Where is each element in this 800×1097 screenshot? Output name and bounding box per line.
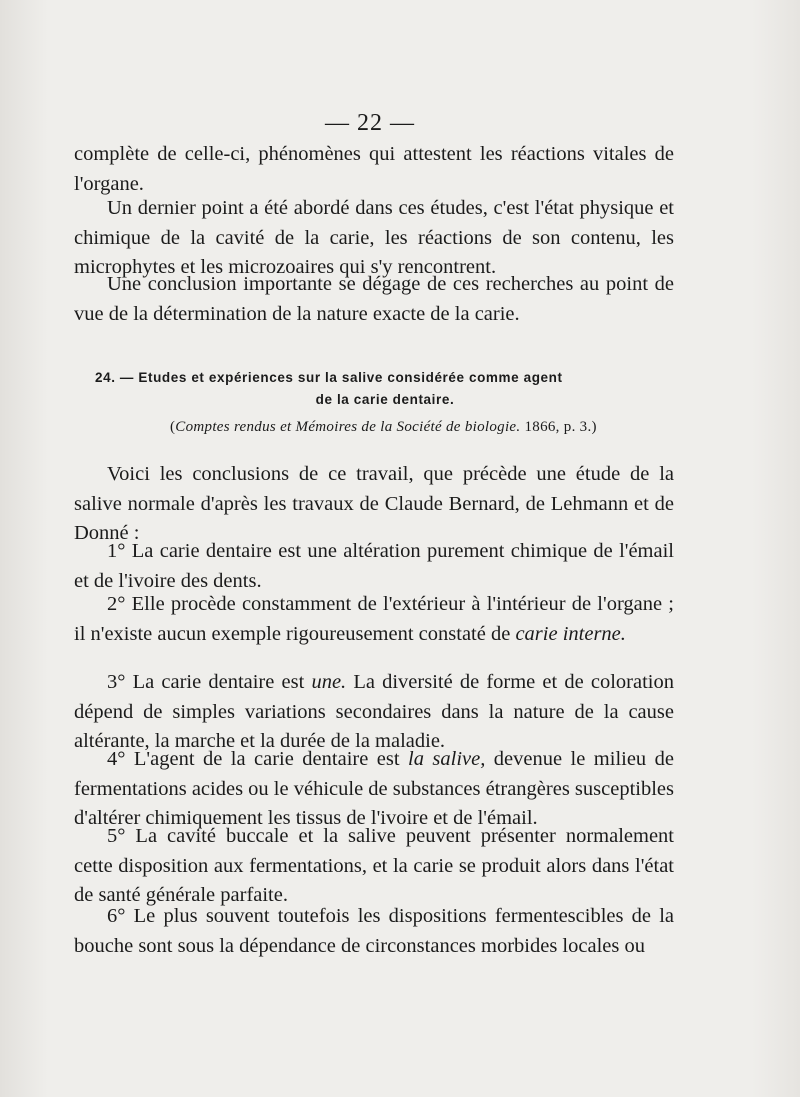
conclusion-2-italic: carie interne. (515, 622, 626, 645)
citation-open: ( (170, 419, 176, 435)
paragraph-intro-1: complète de celle-ci, phénomènes qui attestent les réactions vitales de l'organe. (74, 143, 674, 195)
citation-rest: 1866, p. 3.) (520, 419, 597, 435)
conclusion-1: 1° La carie dentaire est une altération purement chimique de l'émail et de l'ivoire des dents. (74, 540, 674, 592)
paragraph-lead: Voici les conclusions de ce travail, que précède une étude de la salive normale d'après les travaux de Claude Bernard, de Lehmann et de Donné : (74, 463, 674, 544)
conclusion-4 (74, 745, 674, 834)
conclusion-4-italic: la salive, (408, 748, 486, 770)
citation (170, 419, 730, 436)
paragraph-intro-3: Une conclusion importante se dégage de ces recherches au point de vue de la détermination de la nature exacte de la carie. (74, 273, 674, 325)
conclusion-3-text-a: 3° La carie dentaire est (107, 671, 312, 693)
conclusion-6: 6° Le plus souvent toutefois les dispositions fermentescibles de la bouche sont sous la dépendance de circonstances morbides locales ou (74, 905, 674, 957)
paragraph-intro-2: Un dernier point a été abordé dans ces études, c'est l'état physique et chimique de la cavité de la carie, les réactions de son contenu, les microphytes et les microzoaires qui s'y rencontrent. (74, 197, 674, 278)
conclusion-2 (74, 590, 674, 649)
page-number: — 22 — (325, 110, 415, 136)
conclusion-3 (74, 668, 674, 757)
conclusion-4-text-b: devenue le milieu de fermentations acides ou le véhicule de substances étrangères susceptibles d'altérer chimiquement les tissus de l'ivoire et de l'émail. (74, 748, 674, 829)
citation-journal: Comptes rendus et Mémoires de la Société de biologie. (175, 419, 521, 435)
section-heading-line2: de la carie dentaire. (315, 392, 455, 407)
conclusion-3-italic: une. (311, 671, 347, 693)
conclusion-3-text-b: La diversité de forme et de coloration dépend de simples variations secondaires dans la nature de la cause altérante, la marche et la durée de la maladie. (74, 671, 674, 752)
conclusion-4-text-a: 4° L'agent de la carie dentaire est (107, 748, 408, 770)
conclusion-5: 5° La cavité buccale et la salive peuvent présenter normalement cette disposition aux fermentations, et la carie se produit alors dans l'état de santé générale parfaite. (74, 825, 674, 906)
section-heading (95, 367, 675, 411)
section-heading-line1: 24. — Etudes et expériences sur la salive considérée comme agent (95, 370, 563, 385)
conclusion-2-text: 2° Elle procède constamment de l'extérieur à l'intérieur de l'organe ; il n'existe aucun exemple rigoureusement constaté de (74, 593, 674, 645)
